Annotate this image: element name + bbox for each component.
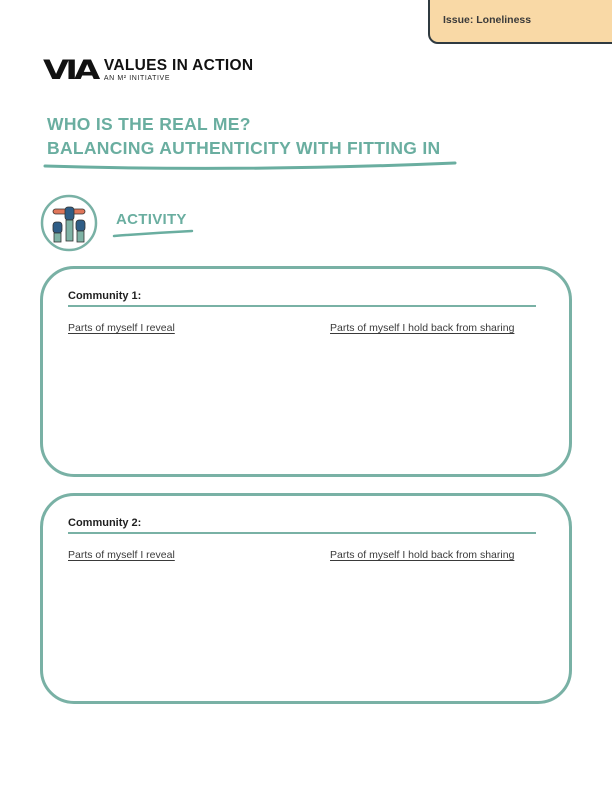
community-2-title: Community 2:	[68, 517, 142, 529]
issue-tag	[428, 0, 612, 44]
activity-underline	[112, 229, 194, 239]
page-title	[47, 112, 440, 160]
logo-subtitle: AN M² INITIATIVE	[103, 74, 171, 82]
community-2-rule	[68, 532, 536, 534]
community-2-reveal-label: Parts of myself I reveal	[68, 549, 175, 561]
logo-title: VALUES IN ACTION	[103, 56, 254, 74]
activity-heading: ACTIVITY	[116, 211, 187, 228]
via-logo	[43, 57, 253, 84]
community-2-holdback-label: Parts of myself I hold back from sharing	[330, 549, 515, 561]
community-1-title: Community 1:	[68, 290, 142, 302]
community-1-holdback-label: Parts of myself I hold back from sharing	[330, 322, 515, 334]
page-title-line2: BALANCING AUTHENTICITY WITH FITTING IN	[47, 138, 441, 158]
community-1-reveal-label: Parts of myself I reveal	[68, 322, 175, 334]
community-1-box[interactable]	[40, 266, 572, 477]
community-1-rule	[68, 305, 536, 307]
via-logo-mark: VIA	[43, 55, 97, 86]
community-2-box[interactable]	[40, 493, 572, 704]
page-title-line1: WHO IS THE REAL ME?	[47, 114, 251, 134]
title-underline	[43, 160, 459, 172]
raised-hands-icon	[40, 194, 98, 252]
issue-tag-label: Issue: Loneliness	[443, 14, 532, 26]
